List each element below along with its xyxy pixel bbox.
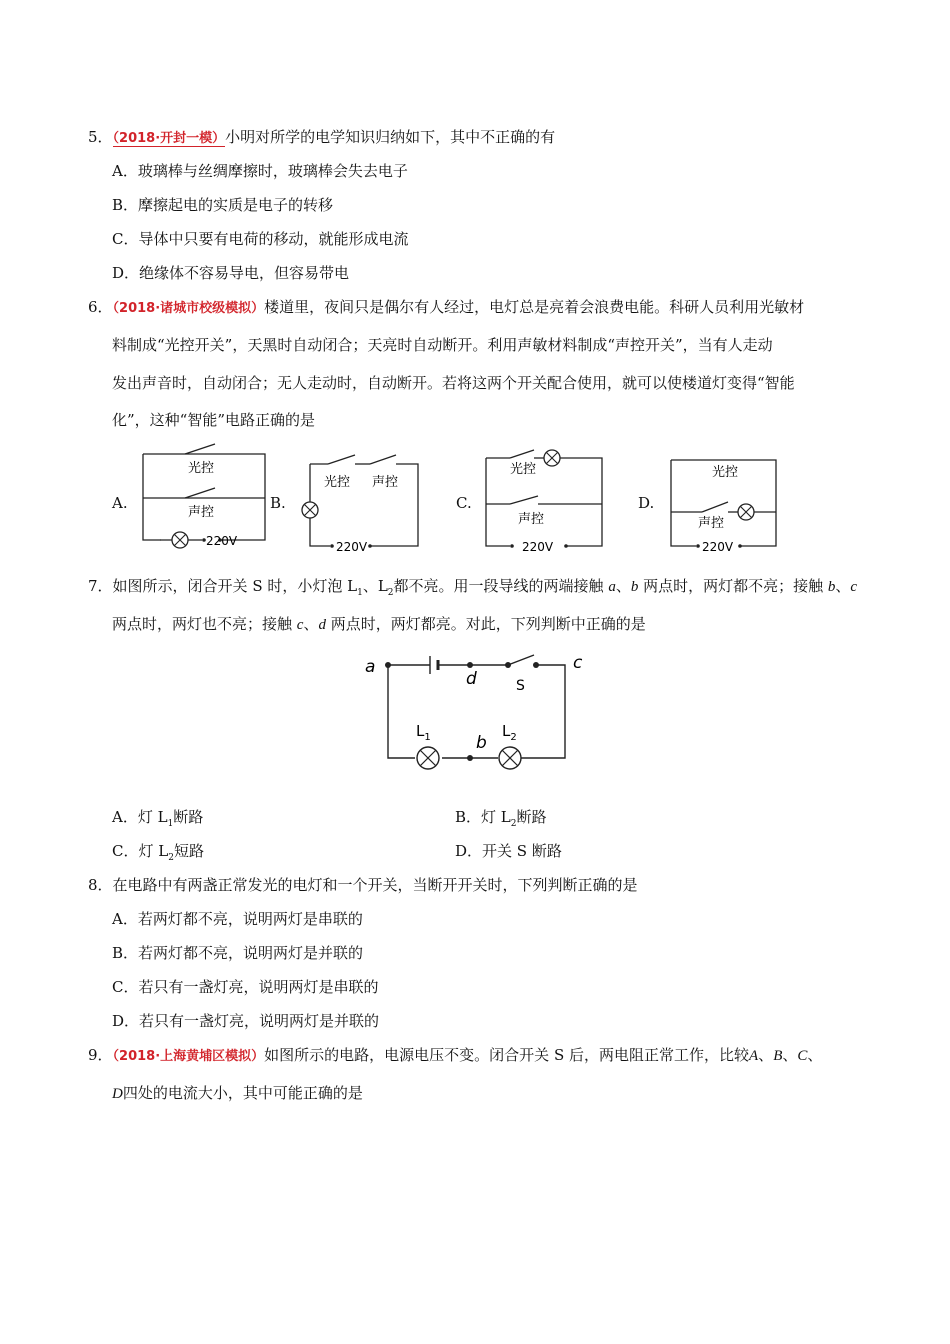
question-number: 5． — [88, 128, 113, 146]
sound-switch-label: 声控 — [698, 516, 725, 531]
q7-stem-line2 — [112, 614, 646, 635]
point-b: b — [630, 579, 639, 595]
q7-option-text: 断路 — [173, 808, 204, 826]
subscript: 1 — [357, 588, 363, 598]
separator: 、 — [303, 615, 319, 633]
q5-stem — [88, 127, 555, 149]
point-b: b — [827, 579, 836, 595]
subscript: 2 — [510, 819, 517, 829]
q9-stem-line1 — [88, 1045, 822, 1067]
circuit-diagram-a — [140, 448, 270, 553]
q5-option-a: A．玻璃棒与丝绸摩擦时，玻璃棒会失去电子 — [112, 162, 408, 180]
q7-option-d: D．开关 S 断路 — [455, 842, 562, 860]
label-l1: $L_1$ — [416, 722, 431, 743]
point-c: c — [296, 617, 304, 633]
q7-option-text: 短路 — [173, 842, 204, 860]
q7-text: 、L — [362, 577, 388, 595]
q7-text: 如图所示，闭合开关 S 时，小灯泡 L — [112, 577, 358, 595]
q6-label-d: D. — [638, 494, 655, 512]
q7-circuit-diagram — [360, 650, 600, 775]
label-switch-s: S — [516, 678, 525, 694]
q7-text: 两点时，两灯也不亮；接触 — [112, 615, 297, 633]
subscript: 2 — [168, 853, 174, 863]
subscript: 2 — [387, 588, 394, 598]
q8-option-b: B．若两灯都不亮，说明两灯是并联的 — [112, 944, 364, 962]
point-c: C — [797, 1048, 808, 1064]
sound-switch-label: 声控 — [372, 475, 399, 490]
circuit-diagram-d — [668, 454, 783, 554]
label-l2: $L_2$ — [502, 722, 517, 743]
q6-label-a: A. — [112, 494, 128, 512]
separator: 、 — [807, 1046, 823, 1064]
question-text: 在电路中有两盏正常发光的电灯和一个开关，当断开开关时，下列判断正确的是 — [112, 876, 638, 894]
q7-text: 两点时，两灯都亮。对此，下列判断中正确的是 — [325, 615, 646, 633]
point-c: c — [850, 579, 858, 595]
sound-switch-label: 声控 — [188, 505, 215, 520]
q5-option-d: D．绝缘体不容易导电，但容易带电 — [112, 264, 350, 282]
q8-option-d: D．若只有一盏灯亮，说明两灯是并联的 — [112, 1012, 380, 1030]
separator: 、 — [615, 577, 631, 595]
q8-option-c: C．若只有一盏灯亮，说明两灯是串联的 — [112, 978, 379, 996]
voltage-label: 220V — [336, 540, 368, 554]
q6-label-b: B. — [270, 494, 286, 512]
q7-option-text: C．灯 L — [112, 842, 169, 860]
question-number: 9． — [88, 1046, 113, 1064]
q6-label-c: C. — [456, 494, 472, 512]
question-number: 6． — [88, 298, 113, 316]
circuit-diagram-c — [482, 448, 607, 553]
point-a: A — [749, 1048, 759, 1064]
source-tag: （2018·上海黄埔区模拟） — [112, 1049, 265, 1064]
light-switch-label: 光控 — [510, 462, 537, 477]
voltage-label: 220V — [206, 534, 238, 548]
q7-text: 都不亮。用一段导线的两端接触 — [393, 577, 609, 595]
q7-option-a — [112, 807, 203, 827]
label-b: b — [476, 733, 487, 753]
label-a: a — [365, 657, 376, 677]
separator: 、 — [782, 1046, 798, 1064]
q7-text: 两点时，两灯都不亮；接触 — [638, 577, 828, 595]
q8-option-a: A．若两灯都不亮，说明两灯是串联的 — [112, 910, 363, 928]
sound-switch-label: 声控 — [518, 512, 545, 527]
light-switch-label: 光控 — [712, 465, 739, 480]
voltage-label: 220V — [702, 540, 734, 554]
point-a: a — [608, 579, 616, 595]
circuit-diagram-b — [300, 458, 425, 553]
question-text: 楼道里，夜间只是偶尔有人经过，电灯总是亮着会浪费电能。科研人员利用光敏材 — [264, 298, 805, 316]
label-c: c — [573, 653, 583, 673]
q6-stem-line2: 料制成“光控开关”，天黑时自动闭合；天亮时自动断开。利用声敏材料制成“声控开关”，当有人走动 — [112, 336, 773, 354]
source-tag: （2018·开封一模） — [112, 131, 226, 146]
light-switch-label: 光控 — [324, 475, 351, 490]
question-text: 如图所示的电路，电源电压不变。闭合开关 S 后，两电阻正常工作，比较 — [264, 1046, 749, 1064]
separator: 、 — [835, 577, 851, 595]
point-b: B — [773, 1048, 783, 1064]
question-number: 8． — [88, 876, 113, 894]
q6-stem-line3: 发出声音时，自动闭合；无人走动时，自动断开。若将这两个开关配合使用，就可以使楼道灯变得“智能 — [112, 374, 795, 392]
q7-option-text: B．灯 L — [455, 808, 511, 826]
q7-option-c — [112, 841, 204, 861]
light-switch-label: 光控 — [188, 461, 215, 476]
point-d: D — [112, 1086, 123, 1102]
q6-stem-line4: 化”，这种“智能”电路正确的是 — [112, 411, 316, 429]
separator: 、 — [758, 1046, 774, 1064]
q9-stem-line2 — [112, 1083, 363, 1104]
label-d: d — [466, 669, 477, 689]
q7-option-b — [455, 807, 547, 827]
q6-stem-line1 — [88, 297, 804, 319]
question-text: 小明对所学的电学知识归纳如下，其中不正确的有 — [225, 128, 556, 146]
q7-option-text: A．灯 L — [112, 808, 168, 826]
q7-stem-line1 — [88, 576, 857, 597]
voltage-label: 220V — [522, 540, 554, 554]
q7-option-text: 断路 — [516, 808, 547, 826]
question-number: 7． — [88, 577, 113, 595]
subscript: 1 — [167, 819, 174, 829]
q5-option-b: B．摩擦起电的实质是电子的转移 — [112, 196, 334, 214]
q8-stem — [88, 875, 638, 895]
question-text: 四处的电流大小，其中可能正确的是 — [122, 1084, 363, 1102]
source-tag: （2018·诸城市校级模拟） — [112, 301, 265, 316]
q5-option-c: C．导体中只要有电荷的移动，就能形成电流 — [112, 230, 409, 248]
point-d: d — [318, 617, 326, 633]
